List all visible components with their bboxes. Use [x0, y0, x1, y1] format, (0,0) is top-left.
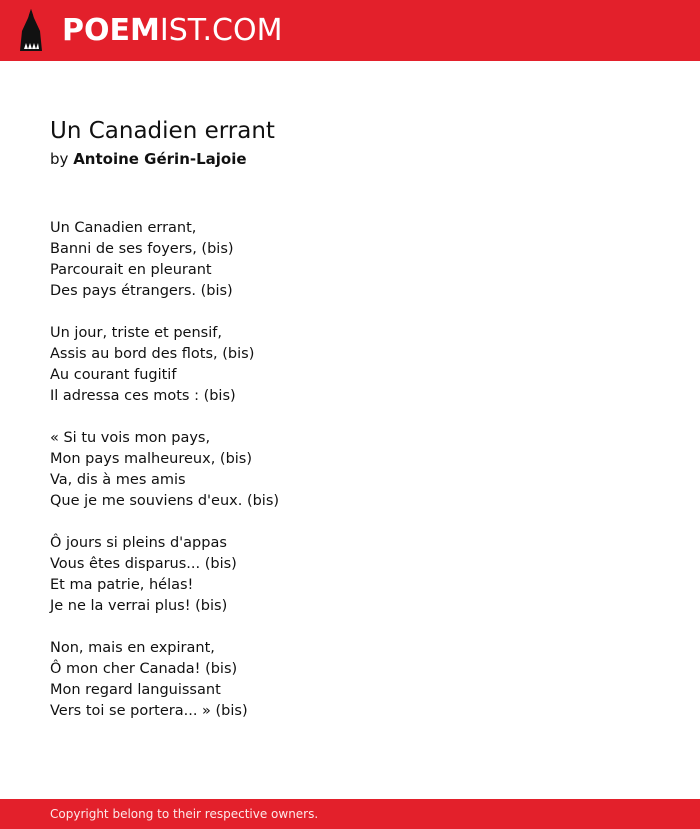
- poem-line: Je ne la verrai plus! (bis): [50, 598, 228, 614]
- poem-line: Vous êtes disparus... (bis): [50, 556, 237, 572]
- poem-stanza: [50, 428, 650, 512]
- poem-line: Ô mon cher Canada! (bis): [50, 661, 238, 677]
- poem-line: Parcourait en pleurant: [50, 262, 212, 278]
- poem-line: Un jour, triste et pensif,: [50, 325, 222, 341]
- by-label: by: [50, 150, 69, 168]
- poem-line: Ô jours si pleins d'appas: [50, 535, 227, 551]
- poem-line: Mon pays malheureux, (bis): [50, 451, 253, 467]
- poem-line: Vers toi se portera... » (bis): [50, 703, 248, 719]
- poem-line: Que je me souviens d'eux. (bis): [50, 493, 280, 509]
- poem-line: Il adressa ces mots : (bis): [50, 388, 236, 404]
- poem-line: Des pays étrangers. (bis): [50, 283, 233, 299]
- brand-light-text: IST.COM: [159, 13, 283, 48]
- poem-line: Mon regard languissant: [50, 682, 221, 698]
- pencil-icon: [18, 9, 44, 51]
- poem-stanza: [50, 533, 650, 617]
- poem-stanza: [50, 638, 650, 722]
- poem-stanza: [50, 218, 650, 302]
- poem-line: Banni de ses foyers, (bis): [50, 241, 234, 257]
- author-name[interactable]: Antoine Gérin-Lajoie: [73, 150, 247, 168]
- poem-line: Au courant fugitif: [50, 367, 177, 383]
- poem-body: [50, 218, 650, 743]
- poem-stanza: [50, 323, 650, 407]
- poem-line: Assis au bord des flots, (bis): [50, 346, 255, 362]
- byline: [50, 148, 247, 170]
- header-bar: [0, 0, 700, 61]
- brand-bold-text: POEM: [62, 13, 160, 48]
- poem-line: Va, dis à mes amis: [50, 472, 186, 488]
- poem-line: Un Canadien errant,: [50, 220, 197, 236]
- poem-line: Et ma patrie, hélas!: [50, 577, 194, 593]
- site-logo[interactable]: [62, 11, 282, 51]
- poem-title: Un Canadien errant: [50, 118, 275, 144]
- copyright-text: Copyright belong to their respective owners.: [50, 807, 319, 821]
- footer-bar: [0, 799, 700, 829]
- poem-line: Non, mais en expirant,: [50, 640, 215, 656]
- poem-line: « Si tu vois mon pays,: [50, 430, 211, 446]
